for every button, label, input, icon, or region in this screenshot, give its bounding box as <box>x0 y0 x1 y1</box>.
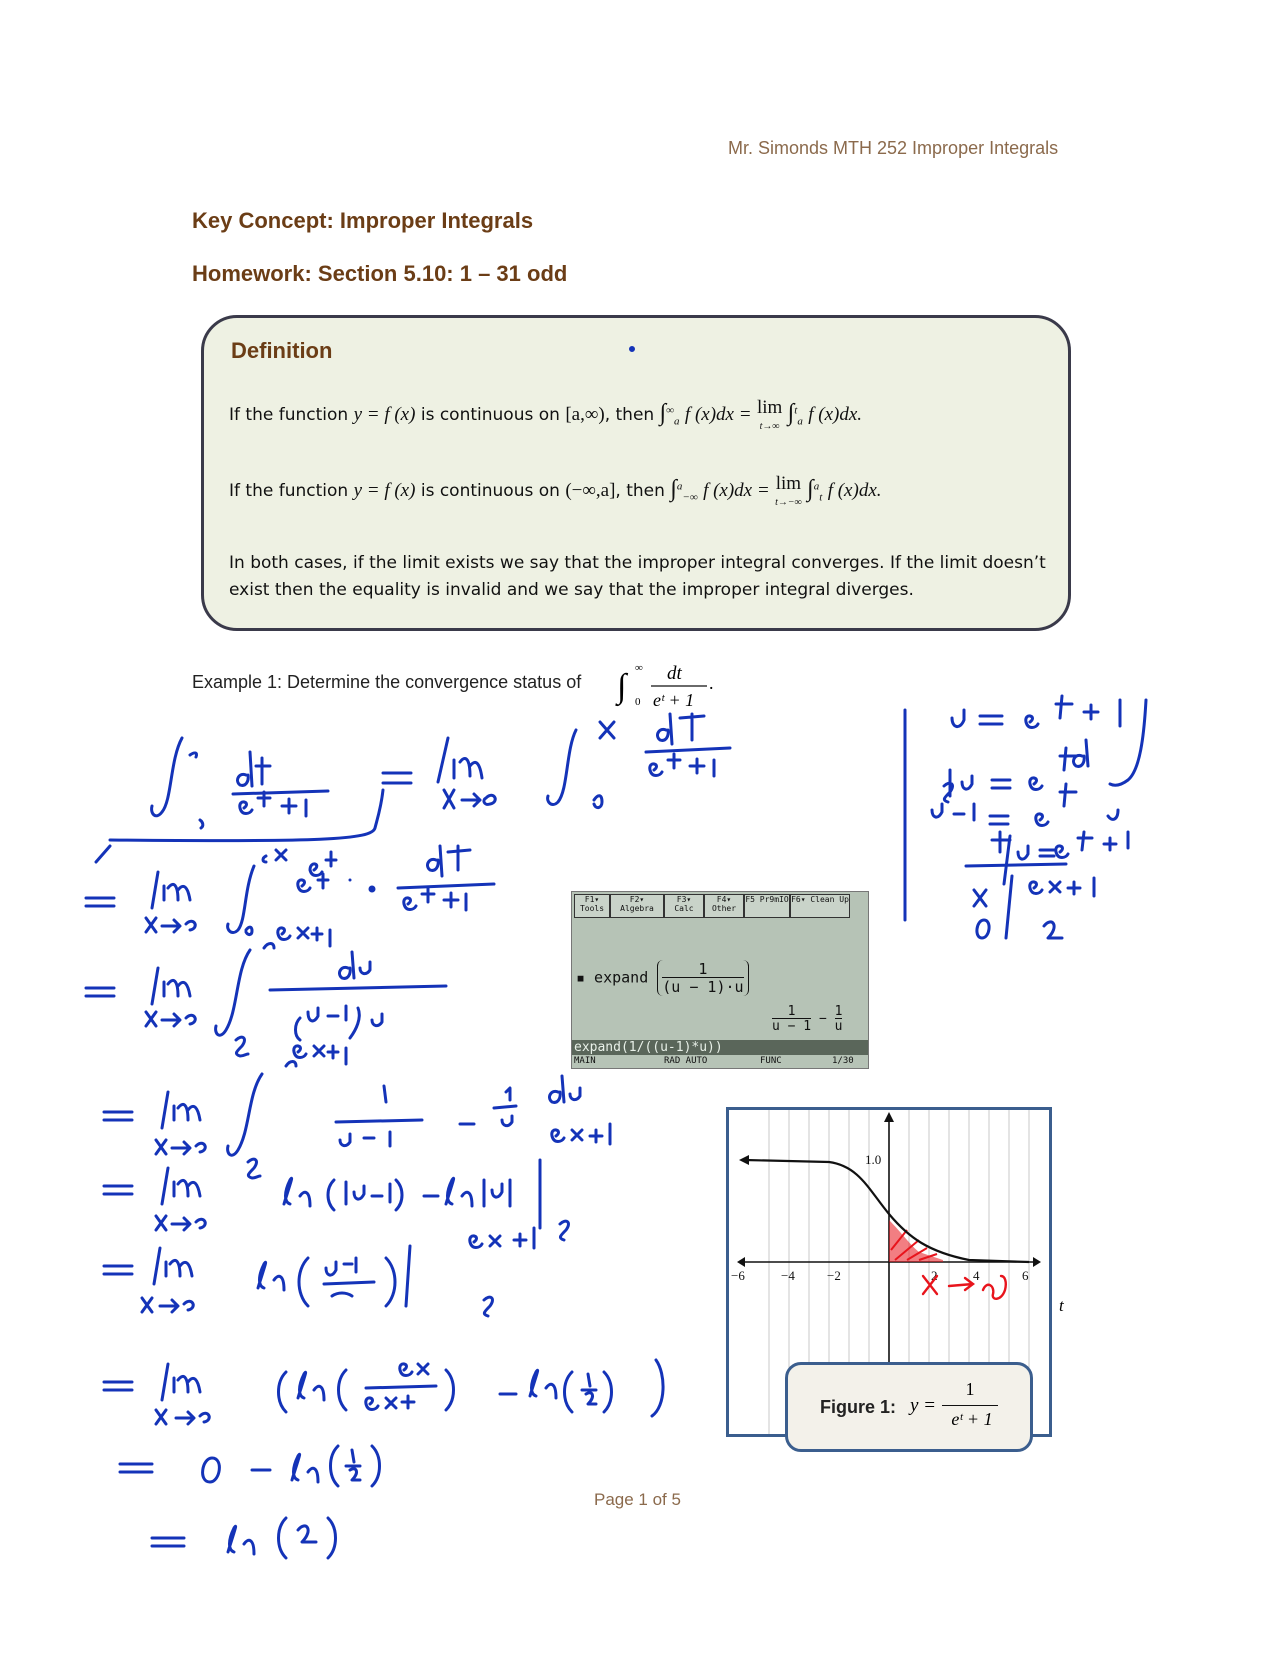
calc-expression: ▪ expand $\frac{1}{(u - 1)\cdot u}$ <box>576 960 749 996</box>
svg-text:.: . <box>709 673 714 693</box>
svg-text:∫: ∫ <box>617 668 627 705</box>
x-tick-2: 2 <box>931 1268 938 1283</box>
svg-text:0: 0 <box>635 696 641 708</box>
t-axis-label: t <box>1059 1296 1064 1315</box>
x-tick--6: −6 <box>731 1268 745 1283</box>
definition-line-1: If the function y = f (x) is continuous on [a,∞), then $\int^\infty_a$ f (x)dx = lim t→∞ ∫$^t_a$ f (x)dx. <box>229 397 863 432</box>
calc-tab-cleanup: F6▾ Clean Up <box>790 894 850 918</box>
hw-lim-1 <box>438 738 482 782</box>
calc-tab-algebra: F2▾ Algebra <box>610 894 664 918</box>
figure-caption: Figure 1: y = 1 eᵗ + 1 <box>785 1362 1033 1452</box>
homework-line: Homework: Section 5.10: 1 – 31 odd <box>192 261 568 286</box>
key-concept-title: Key Concept: Improper Integrals <box>192 208 534 233</box>
svg-text:eᵗ + 1: eᵗ + 1 <box>653 690 695 710</box>
figure-label: Figure 1: <box>820 1397 897 1417</box>
svg-text:dt: dt <box>667 663 682 684</box>
definition-title: Definition <box>231 338 333 363</box>
header-course: Mr. Simonds MTH 252 Improper Integrals <box>728 138 1059 158</box>
calc-tab-other: F4▾ Other <box>704 894 744 918</box>
calc-tab-prgmio: F5 Pr9mIO <box>744 894 790 918</box>
example-1-prompt: Example 1: Determine the convergence status of <box>192 672 582 692</box>
x-tick--2: −2 <box>827 1268 841 1283</box>
hw-integral-2 <box>548 730 576 804</box>
x-tick-6: 6 <box>1022 1268 1029 1283</box>
hw-integral-1 <box>152 738 182 816</box>
definition-line-2: If the function y = f (x) is continuous on (−∞,a], then ∫$^a_{-\infty}$ f (x)dx = lim t→−∞ ∫$^a_t$ f (x)dx. <box>229 473 882 508</box>
calc-entry-line: expand(1/((u-1)*u)) <box>572 1040 868 1055</box>
calc-result: $\frac{1}{u - 1} - \frac{1}{u}$ <box>772 1004 843 1034</box>
calc-status-bar: MAIN RAD AUTO FUNC 1/30 <box>574 1056 854 1066</box>
calc-tab-tools: F1▾ Tools <box>574 894 610 918</box>
definition-paragraph: In both cases, if the limit exists we say that the improper integral converges. If the limit doesn’t exist then the equality is invalid and we say that the improper integral diverges. <box>229 553 1046 600</box>
svg-text:∞: ∞ <box>635 662 643 674</box>
x-tick--4: −4 <box>781 1268 795 1283</box>
hw-dt-1 <box>238 752 270 786</box>
y-tick-1: 1.0 <box>865 1152 882 1167</box>
calc-tab-calc: F3▾ Calc <box>664 894 704 918</box>
calculator-screen <box>571 891 869 1069</box>
y-equals-fx: y = f (x) <box>353 404 416 425</box>
x-tick-4: 4 <box>973 1268 980 1283</box>
interval-neg-inf-a: (−∞,a] <box>565 480 616 501</box>
page-number: Page 1 of 5 <box>594 1490 681 1509</box>
interval-a-inf: [a,∞) <box>565 404 605 425</box>
